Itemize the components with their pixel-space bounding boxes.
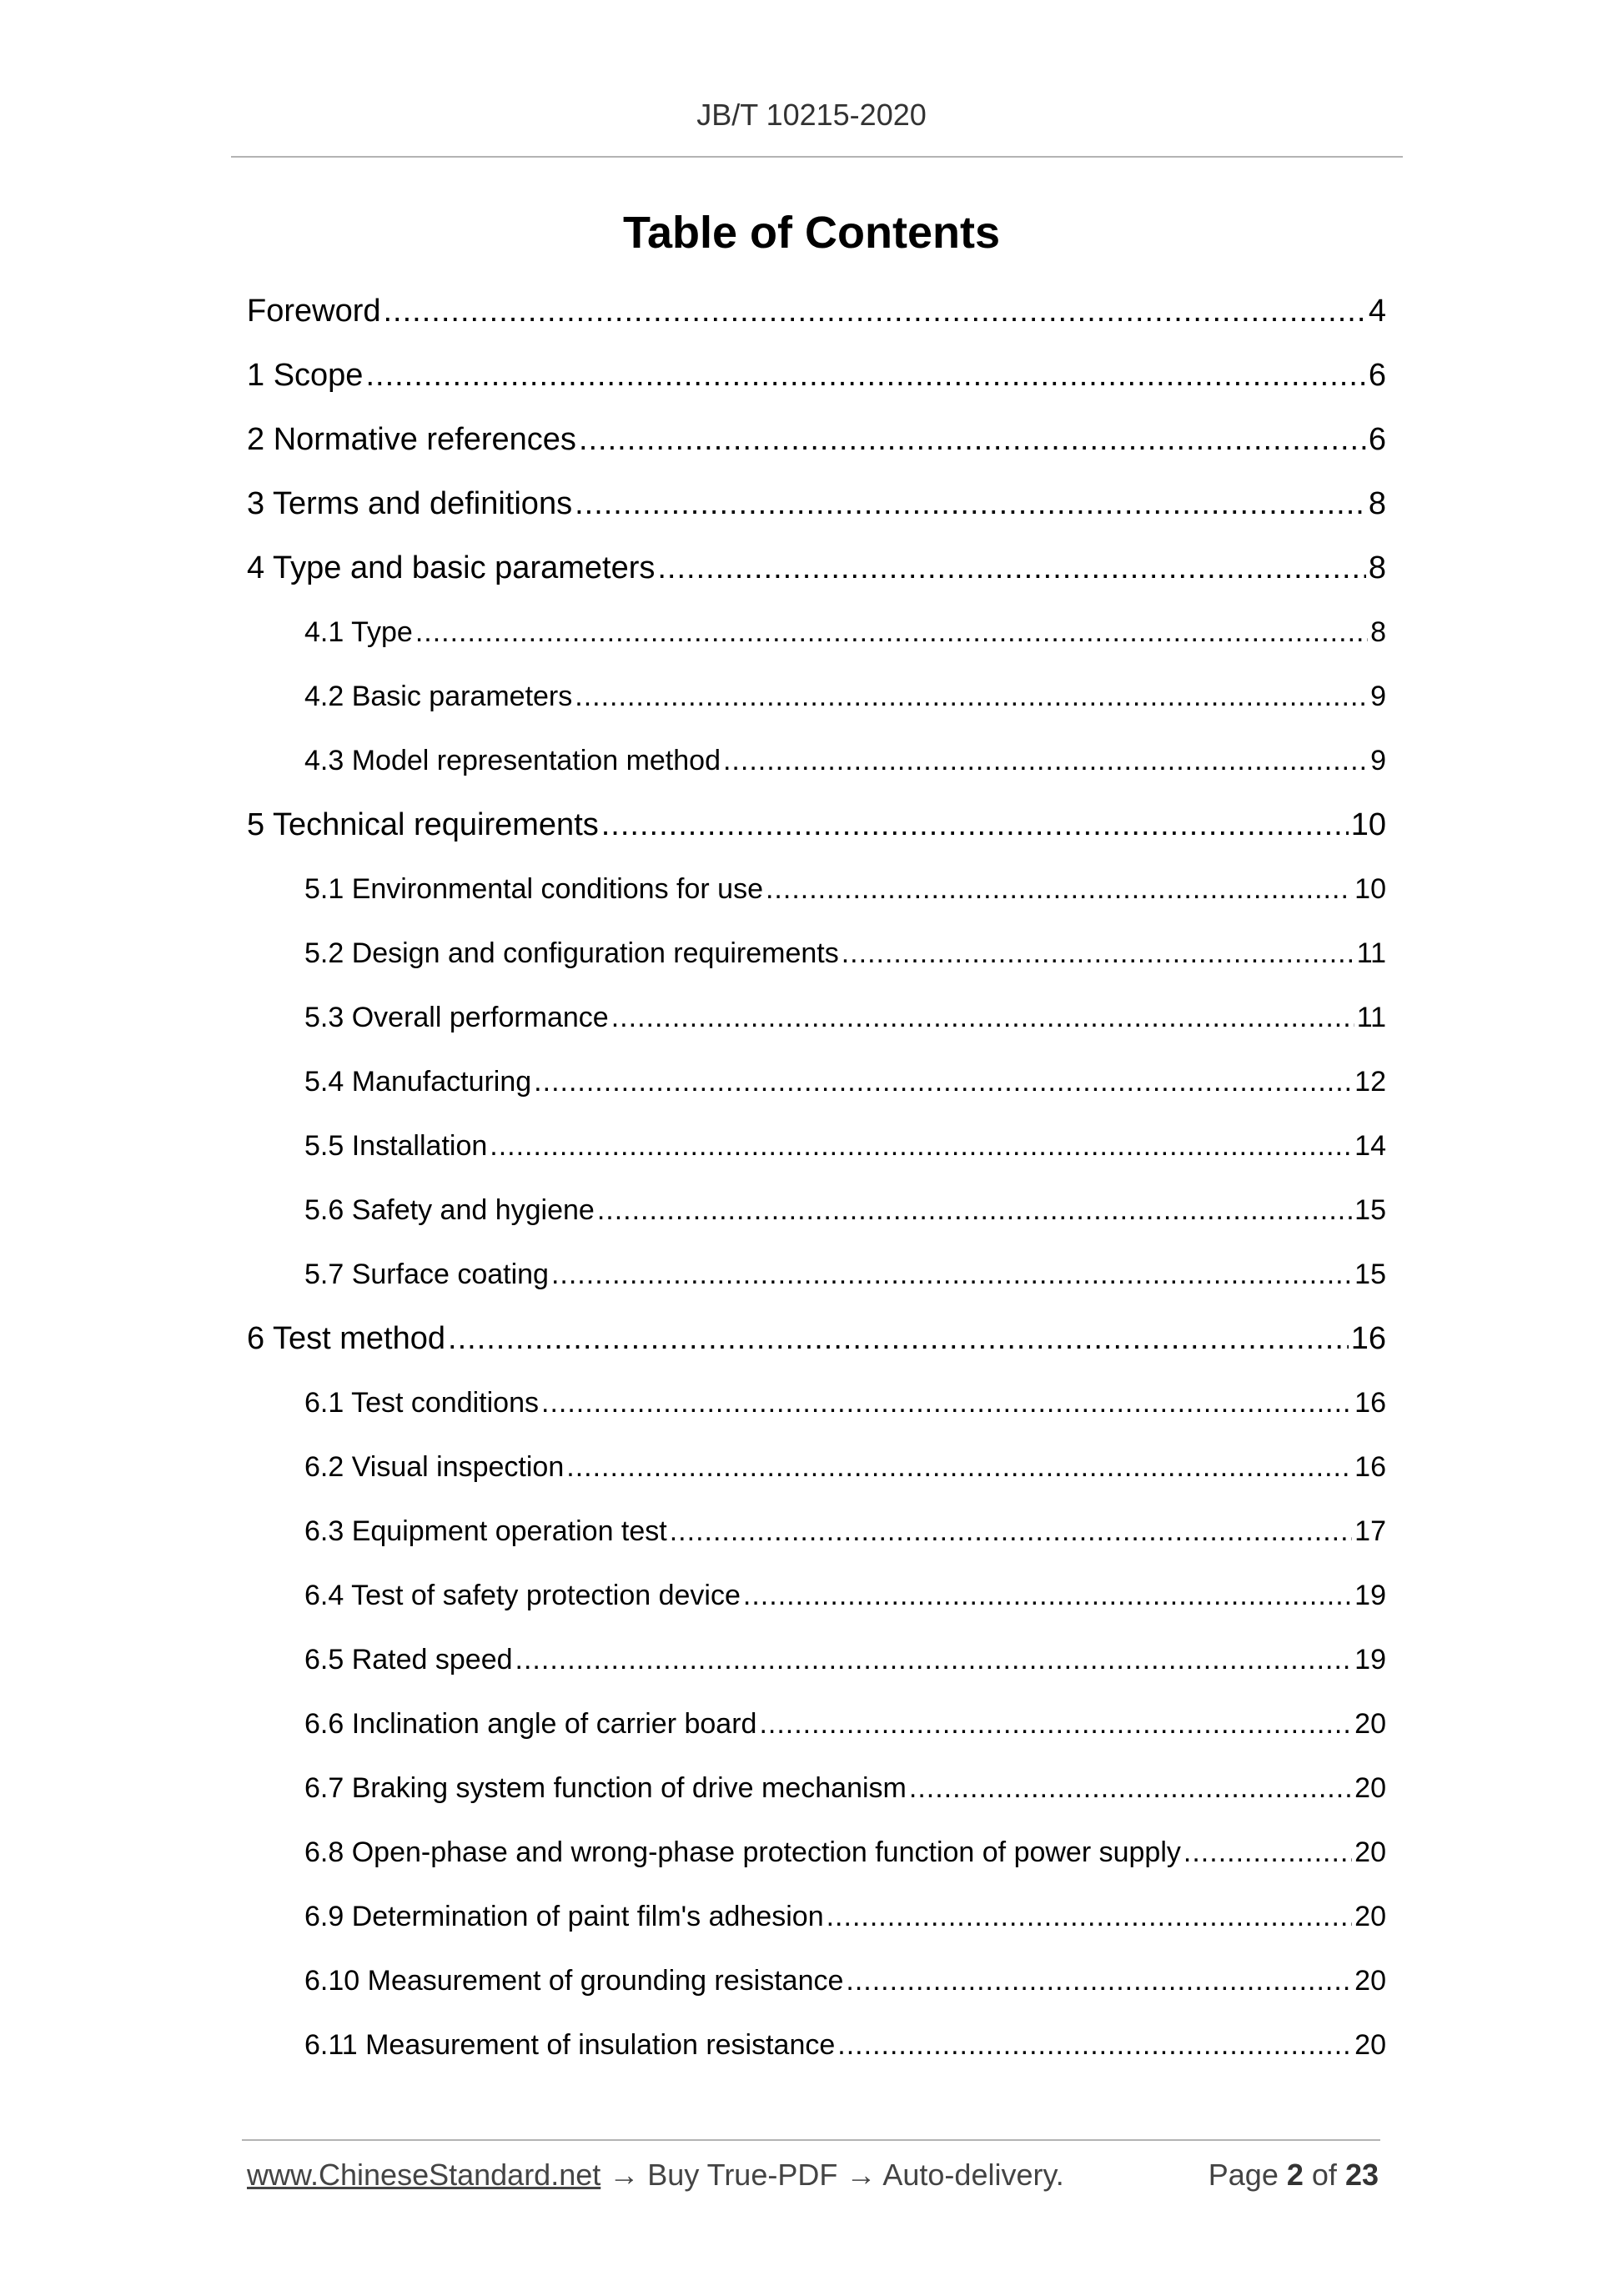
toc-entry-label: 1 Scope	[247, 358, 364, 393]
toc-entry-label: 6.1 Test conditions	[304, 1387, 539, 1419]
toc-entry[interactable]	[247, 1120, 1386, 1184]
toc-entry[interactable]	[247, 1955, 1386, 2019]
toc-entry-page: 8	[1368, 550, 1386, 585]
toc-entry-label: 4.1 Type	[304, 616, 413, 648]
toc-entry[interactable]	[247, 1377, 1386, 1441]
toc-entry[interactable]	[247, 1313, 1386, 1377]
toc-entry[interactable]	[247, 1248, 1386, 1313]
toc-dot-leader	[384, 285, 1366, 337]
toc-entry-page: 20	[1354, 1901, 1386, 1932]
toc-entry[interactable]	[247, 1762, 1386, 1826]
toc-entry-label: 5.7 Surface coating	[304, 1259, 549, 1290]
toc-entry-page: 6	[1368, 422, 1386, 457]
toc-entry[interactable]	[247, 1441, 1386, 1505]
toc-dot-leader	[743, 1570, 1352, 1621]
buy-true-pdf-text: Buy True-PDF	[647, 2158, 838, 2192]
toc-entry[interactable]	[247, 606, 1386, 671]
page-footer	[247, 2158, 1379, 2199]
toc-entry[interactable]	[247, 735, 1386, 799]
toc-dot-leader	[579, 414, 1366, 465]
toc-entry-label: 6.9 Determination of paint film's adhesion	[304, 1901, 824, 1932]
toc-dot-leader	[575, 671, 1368, 722]
toc-dot-leader	[415, 606, 1368, 658]
toc-entry-page: 6	[1368, 358, 1386, 393]
arrow-right-icon: →	[609, 2158, 640, 2192]
toc-entry[interactable]	[247, 1891, 1386, 1955]
toc-dot-leader	[846, 1955, 1352, 2007]
toc-entry-label: 6.8 Open-phase and wrong-phase protection function of power supply	[304, 1836, 1181, 1868]
toc-dot-leader	[551, 1248, 1352, 1300]
header-divider	[231, 156, 1403, 158]
toc-entry-page: 16	[1354, 1451, 1386, 1483]
toc-dot-leader	[515, 1634, 1353, 1686]
toc-entry-label: 6 Test method	[247, 1321, 446, 1356]
toc-entry[interactable]	[247, 1184, 1386, 1248]
total-page-count: 23	[1344, 2158, 1379, 2192]
toc-entry-label: 6.3 Equipment operation test	[304, 1515, 667, 1547]
toc-entry-label: 4.3 Model representation method	[304, 745, 721, 776]
toc-entry[interactable]	[247, 478, 1386, 542]
page-word: Page	[1208, 2158, 1279, 2192]
toc-entry-page: 10	[1350, 807, 1386, 842]
toc-entry-label: 6.6 Inclination angle of carrier board	[304, 1708, 757, 1740]
page-of-word: of	[1311, 2158, 1337, 2192]
toc-entry-label: 6.7 Braking system function of drive mechanism	[304, 1772, 907, 1804]
table-of-contents	[247, 285, 1386, 2083]
toc-entry-page: 10	[1354, 873, 1386, 905]
toc-entry-page: 4	[1368, 294, 1386, 329]
toc-entry[interactable]	[247, 992, 1386, 1056]
toc-dot-leader	[611, 992, 1354, 1043]
toc-entry[interactable]	[247, 349, 1386, 414]
toc-entry-label: 5.4 Manufacturing	[304, 1066, 532, 1098]
toc-dot-leader	[657, 542, 1365, 594]
toc-dot-leader	[759, 1698, 1352, 1750]
toc-entry-page: 14	[1354, 1130, 1386, 1162]
toc-dot-leader	[597, 1184, 1352, 1236]
toc-entry-label: 3 Terms and definitions	[247, 486, 573, 521]
footer-divider	[242, 2139, 1380, 2141]
current-page-number: 2	[1286, 2158, 1304, 2192]
toc-entry-label: 5.1 Environmental conditions for use	[304, 873, 763, 905]
document-code-header: JB/T 10215-2020	[696, 98, 927, 132]
toc-entry-label: 4.2 Basic parameters	[304, 681, 573, 712]
toc-entry-label: 6.10 Measurement of grounding resistance	[304, 1965, 844, 1997]
toc-dot-leader	[365, 349, 1365, 401]
toc-entry[interactable]	[247, 2019, 1386, 2083]
toc-entry-label: 4 Type and basic parameters	[247, 550, 656, 585]
toc-entry-label: 6.4 Test of safety protection device	[304, 1580, 741, 1611]
toc-entry[interactable]	[247, 285, 1386, 349]
toc-dot-leader	[1183, 1826, 1352, 1878]
toc-dot-leader	[827, 1891, 1353, 1942]
footer-promo	[247, 2158, 1064, 2193]
toc-entry-page: 8	[1370, 616, 1386, 648]
toc-dot-leader	[601, 799, 1349, 851]
toc-entry-page: 19	[1354, 1644, 1386, 1676]
toc-entry[interactable]	[247, 1826, 1386, 1891]
toc-entry-page: 17	[1354, 1515, 1386, 1547]
toc-dot-leader	[837, 2019, 1352, 2071]
toc-dot-leader	[766, 863, 1352, 915]
auto-delivery-text: Auto-delivery.	[882, 2158, 1064, 2192]
toc-entry[interactable]	[247, 414, 1386, 478]
toc-entry[interactable]	[247, 542, 1386, 606]
toc-entry[interactable]	[247, 1698, 1386, 1762]
toc-title: Table of Contents	[623, 208, 1000, 258]
toc-dot-leader	[541, 1377, 1352, 1429]
toc-dot-leader	[909, 1762, 1352, 1814]
toc-entry[interactable]	[247, 1056, 1386, 1120]
toc-entry-page: 20	[1354, 1708, 1386, 1740]
website-link[interactable]: www.ChineseStandard.net	[247, 2158, 601, 2192]
toc-entry[interactable]	[247, 1505, 1386, 1570]
toc-dot-leader	[842, 927, 1354, 979]
toc-entry-page: 9	[1370, 681, 1386, 712]
toc-entry-page: 19	[1354, 1580, 1386, 1611]
toc-dot-leader	[534, 1056, 1352, 1108]
toc-entry[interactable]	[247, 799, 1386, 863]
toc-entry-label: 5.3 Overall performance	[304, 1002, 609, 1033]
toc-entry-page: 12	[1354, 1066, 1386, 1098]
toc-entry[interactable]	[247, 671, 1386, 735]
toc-entry-page: 20	[1354, 1965, 1386, 1997]
toc-entry-page: 9	[1370, 745, 1386, 776]
toc-entry[interactable]	[247, 927, 1386, 992]
toc-entry-label: 6.11 Measurement of insulation resistance	[304, 2029, 836, 2061]
toc-entry-page: 20	[1354, 2029, 1386, 2061]
toc-dot-leader	[490, 1120, 1352, 1172]
toc-entry-label: 2 Normative references	[247, 422, 576, 457]
toc-entry-page: 8	[1368, 486, 1386, 521]
page-indicator	[1208, 2158, 1379, 2193]
toc-entry-page: 16	[1354, 1387, 1386, 1419]
toc-entry-label: 5.6 Safety and hygiene	[304, 1194, 595, 1226]
toc-entry-label: 5.5 Installation	[304, 1130, 488, 1162]
toc-entry-page: 11	[1356, 1002, 1386, 1033]
arrow-right-icon: →	[846, 2158, 877, 2192]
toc-entry-label: 5.2 Design and configuration requirements	[304, 937, 839, 969]
toc-entry-label: 6.2 Visual inspection	[304, 1451, 565, 1483]
toc-entry-page: 20	[1354, 1772, 1386, 1804]
toc-entry[interactable]	[247, 1570, 1386, 1634]
toc-entry-page: 15	[1354, 1259, 1386, 1290]
toc-dot-leader	[575, 478, 1366, 530]
toc-entry-page: 16	[1350, 1321, 1386, 1356]
toc-entry-page: 11	[1356, 937, 1386, 969]
toc-entry-label: 6.5 Rated speed	[304, 1644, 513, 1676]
toc-entry-label: 5 Technical requirements	[247, 807, 599, 842]
toc-dot-leader	[566, 1441, 1352, 1493]
toc-dot-leader	[723, 735, 1368, 786]
toc-entry-label: Foreword	[247, 294, 381, 329]
toc-dot-leader	[448, 1313, 1349, 1364]
toc-entry[interactable]	[247, 863, 1386, 927]
toc-entry-page: 20	[1354, 1836, 1386, 1868]
toc-entry-page: 15	[1354, 1194, 1386, 1226]
toc-dot-leader	[670, 1505, 1352, 1557]
toc-entry[interactable]	[247, 1634, 1386, 1698]
